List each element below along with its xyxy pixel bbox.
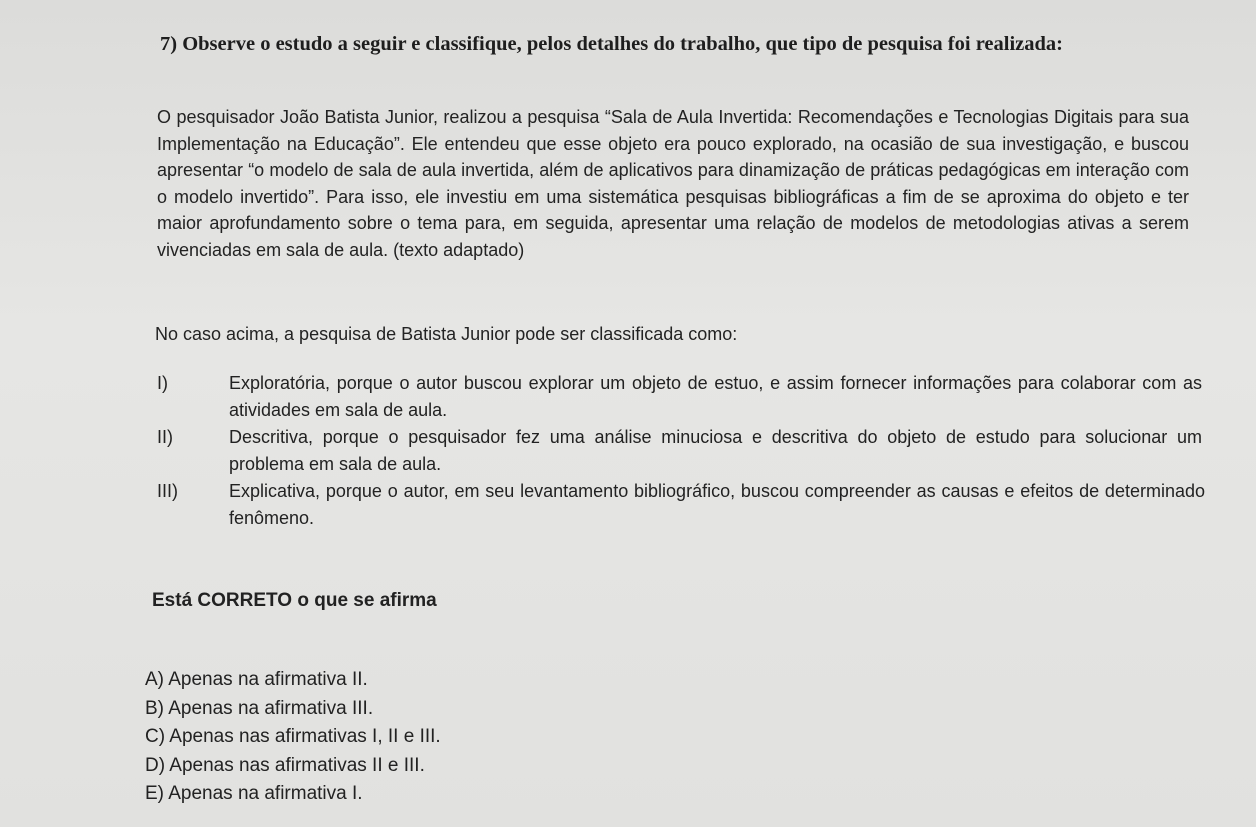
question-heading: 7) Observe o estudo a seguir e classifique, pelos detalhes do trabalho, que tipo de pesquisa foi realizada: bbox=[160, 33, 1063, 55]
option-a[interactable]: A) Apenas na afirmativa II. bbox=[145, 669, 368, 690]
option-e[interactable]: E) Apenas na afirmativa I. bbox=[145, 783, 363, 805]
statement-number: I) bbox=[157, 373, 168, 393]
statement-1 bbox=[157, 370, 1202, 424]
statement-text: Explicativa, porque o autor, em seu levantamento bibliográfico, buscou compreender as causas e efeitos de determinado fenômeno. bbox=[229, 481, 1205, 528]
option-b[interactable]: B) Apenas na afirmativa III. bbox=[145, 697, 374, 719]
study-passage: O pesquisador João Batista Junior, realizou a pesquisa “Sala de Aula Invertida: Recomendações e Tecnologias Digitais para sua Implementação na Educação”. Ele entendeu que esse objeto era pouco explorado, na ocasião de sua investigação, e buscou apresentar “o modelo de sala de aula invertida, além de aplicativos para dinamização de práticas pedagógicas em interação com o modelo invertido”. Para isso, ele investiu em uma sistemática pesquisas bibliográficas a fim de se aproxima do objeto e ter maior aprofundamento sobre o tema para, em seguida, apresentar uma relação de modelos de metodologias ativas a serem vivenciadas em sala de aula. (texto adaptado) bbox=[157, 107, 1189, 260]
option-c[interactable]: C) Apenas nas afirmativas I, II e III. bbox=[145, 726, 441, 748]
statement-number: III) bbox=[157, 481, 178, 501]
statement-text: Descritiva, porque o pesquisador fez uma análise minuciosa e descritiva do objeto de estudo para solucionar um problema em sala de aula. bbox=[229, 427, 1202, 474]
statement-number: II) bbox=[157, 427, 173, 447]
classification-prompt: No caso acima, a pesquisa de Batista Junior pode ser classificada como: bbox=[155, 324, 738, 344]
statement-2 bbox=[157, 424, 1202, 478]
correct-statement-label: Está CORRETO o que se afirma bbox=[152, 590, 437, 611]
statement-text: Exploratória, porque o autor buscou explorar um objeto de estuo, e assim fornecer informações para colaborar com as atividades em sala de aula. bbox=[229, 373, 1202, 420]
option-d[interactable]: D) Apenas nas afirmativas II e III. bbox=[145, 754, 425, 776]
statement-3 bbox=[157, 478, 1205, 532]
answer-options bbox=[145, 666, 441, 809]
